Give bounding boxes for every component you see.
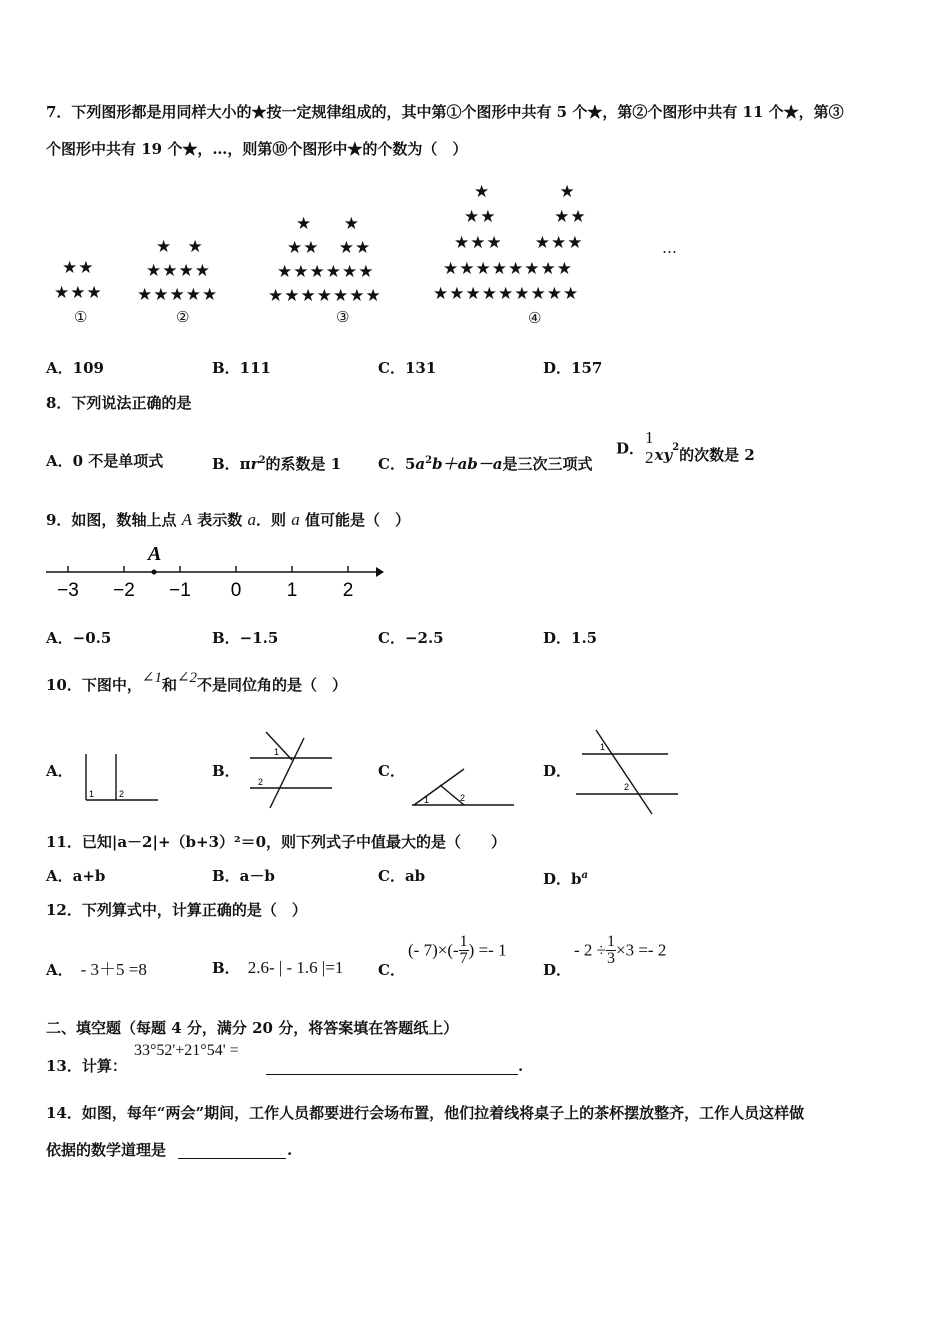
q13-period: . [518,1057,524,1075]
q11-option-a[interactable]: A．a+b [46,867,106,885]
q10-figure-c [410,765,520,815]
q7-fig2-row2: ★★★★ [146,261,211,281]
q9-tick-label: −1 [169,580,191,601]
q9-option-d[interactable]: D．1.5 [543,629,598,647]
q9-tick-label: 0 [230,580,242,601]
q12-option-a[interactable]: A． - 3＋5 =8 [46,960,147,979]
q7-fig3-row4: ★★★★★★★ [268,286,382,306]
q7-fig4-label: ④ [528,309,542,327]
q7-option-d[interactable]: D．157 [543,359,603,377]
q12-stem: 12．下列算式中，计算正确的是（ ） [46,901,307,919]
q10-option-d[interactable]: D． [543,762,572,780]
q8-option-b[interactable]: B．$\pi r^2$的系数是 1 [212,455,342,473]
q7-option-c[interactable]: C．131 [378,359,437,377]
q7-fig4-row2: ★★ ★★ [464,207,587,227]
q9-option-b[interactable]: B．−1.5 [212,629,279,647]
q10-c-angle1: 1 [424,795,430,805]
q14-answer-blank[interactable] [178,1158,286,1159]
q10-b-angle1: 1 [274,747,280,757]
q7-fig1-row1: ★★ [62,258,95,278]
q10-option-b[interactable]: B． [212,762,240,780]
q7-fig4-row3: ★★★ ★★★ [454,233,584,253]
q7-fig4-row5: ★★★★★★★★★ [433,284,580,304]
q10-c-angle2: 2 [460,793,466,803]
q9-number-line [46,542,386,602]
q10-figure-b [246,730,336,810]
q11-option-b[interactable]: B．a－b [212,867,275,885]
q7-fig4-row4: ★★★★★★★★ [443,259,573,279]
q11-stem: 11．已知|a－2|+（b+3）²＝0，则下列式子中值最大的是（ ） [46,833,507,851]
q9-tick-label: 2 [342,580,354,601]
q10-option-c[interactable]: C． [378,762,405,780]
q8-option-a[interactable]: A．0 不是单项式 [46,452,164,470]
q12-option-d[interactable]: - 2 ÷ $\frac{1}{3}$ ×3 =- 2 [574,933,667,967]
q7-fig4-row1: ★ ★ [474,182,575,202]
q9-tick-label: 1 [286,580,298,601]
q11-option-d[interactable]: D．$b^a$ [543,870,588,888]
q8-option-d[interactable]: D． 1 2 $xy^2$的次数是 2 [616,428,755,467]
q10-figure-d [574,726,684,816]
q7-stem-line2: 个图形中共有 19 个★，…，则第⑩个图形中★的个数为（ ） [46,140,468,158]
q9-stem: 9．如图，数轴上点 A 表示数 a．则 a 值可能是（ ） [46,510,410,529]
q14-stem-line2: 依据的数学道理是 [46,1141,167,1159]
q7-fig3-row1: ★ ★ [296,214,359,234]
q12-option-d-label[interactable]: D． [543,961,572,979]
q7-fig2-label: ② [176,308,190,326]
q9-tick-label: −2 [113,580,135,601]
q7-fig2-row1: ★ ★ [156,237,203,257]
q10-figure-a [82,748,162,803]
q7-fig3-row3: ★★★★★★ [277,262,375,282]
q11-option-c[interactable]: C．ab [378,867,426,885]
q12-option-b[interactable]: B． 2.6- | - 1.6 |=1 [212,958,344,977]
q12-option-c[interactable]: (- 7)×(- $\frac{1}{7}$ ) =- 1 [408,933,507,967]
q8-stem: 8．下列说法正确的是 [46,394,192,412]
q9-point-a-label: A [148,543,162,565]
q9-point-a-dot [152,570,157,575]
q13-label: 13．计算： [46,1057,127,1075]
q10-a-angle1: 1 [89,789,95,799]
q9-option-c[interactable]: C．−2.5 [378,629,444,647]
q7-option-b[interactable]: B．111 [212,359,271,377]
q10-d-angle1: 1 [600,742,606,752]
q7-option-a[interactable]: A．109 [46,359,104,377]
q7-fig1-row2: ★★★ [54,283,103,303]
q14-stem-line1: 14．如图，每年“两会”期间，工作人员都要进行会场布置，他们拉着线将桌子上的茶杯摆放整齐，工作人员这样做 [46,1104,805,1122]
q10-b-angle2: 2 [258,777,264,787]
q7-fig2-row3: ★★★★★ [137,285,219,305]
q7-fig3-label: ③ [336,308,350,326]
q10-option-a[interactable]: A． [46,762,73,780]
q7-fig3-row2: ★★ ★★ [287,238,372,258]
q10-d-angle2: 2 [624,782,630,792]
q10-a-angle2: 2 [119,789,125,799]
q9-tick-label: −3 [57,580,79,601]
q14-period: . [287,1141,293,1159]
q10-stem: 10．下图中，∠1和∠2不是同位角的是（ ） [46,670,348,694]
q9-option-a[interactable]: A．−0.5 [46,629,112,647]
q7-fig1-label: ① [74,308,88,326]
q8-option-c[interactable]: C．$5a^2b+ab-a$是三次三项式 [378,455,593,473]
q7-stem-line1: 7．下列图形都是用同样大小的★按一定规律组成的，其中第①个图形中共有 5 个★，第②个图形中共有 11 个★，第③ [46,103,844,121]
q12-option-c-label[interactable]: C． [378,961,405,979]
q13-expression: 33°52'+21°54' = [134,1042,239,1059]
q13-answer-blank[interactable] [266,1074,518,1075]
section2-title: 二、填空题（每题 4 分，满分 20 分，将答案填在答题纸上） [46,1019,459,1037]
q7-ellipsis: … [662,239,677,257]
